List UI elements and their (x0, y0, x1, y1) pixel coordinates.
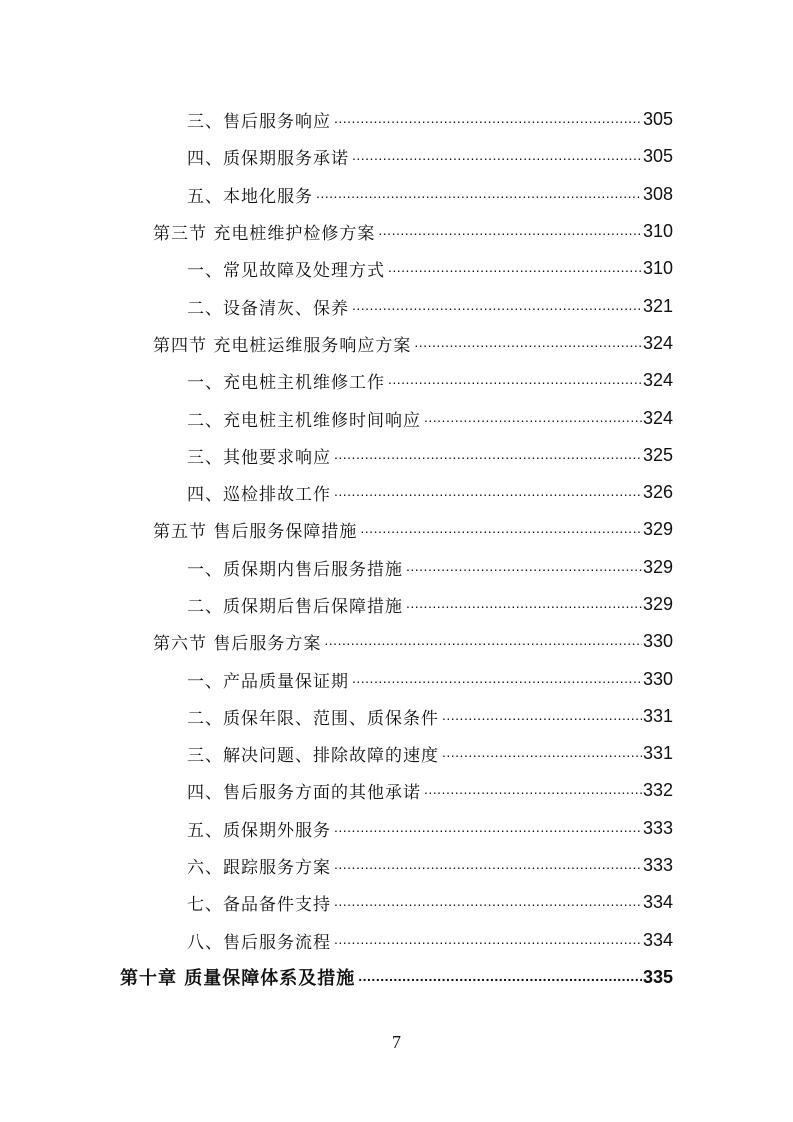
toc-entry-page: 331 (642, 705, 673, 726)
toc-subsection-entry[interactable] (0, 698, 793, 735)
page-number: 7 (392, 1032, 401, 1052)
toc-entry-page: 326 (642, 482, 673, 503)
toc-entry-page: 330 (642, 631, 673, 652)
dot-leader (324, 633, 642, 650)
toc-entry-page: 321 (642, 295, 673, 316)
toc-entry-page: 305 (642, 109, 673, 130)
dot-leader (360, 521, 642, 538)
toc-entry-title: 四、售后服务方面的其他承诺 (187, 778, 423, 803)
toc-chapter-entry[interactable] (0, 959, 793, 996)
dot-leader (388, 372, 642, 389)
toc-entry-page: 324 (642, 407, 673, 428)
dot-leader (352, 671, 642, 688)
toc-subsection-entry[interactable] (0, 884, 793, 921)
dot-leader (334, 857, 642, 874)
toc-entry-page: 331 (642, 743, 673, 764)
toc-subsection-entry[interactable] (0, 847, 793, 884)
toc-subsection-entry[interactable] (0, 101, 793, 138)
toc-entry-title: 五、质保期外服务 (187, 816, 333, 841)
toc-section-entry[interactable] (0, 511, 793, 548)
toc-subsection-entry[interactable] (0, 176, 793, 213)
dot-leader (316, 186, 642, 203)
dot-leader (334, 447, 642, 464)
toc-entry-title: 一、质保期内售后服务措施 (187, 555, 405, 580)
toc-entry-title: 三、其他要求响应 (187, 443, 333, 468)
toc-subsection-entry[interactable] (0, 362, 793, 399)
table-of-contents (0, 101, 793, 996)
toc-entry-title: 六、跟踪服务方案 (187, 853, 333, 878)
toc-section-entry[interactable] (0, 325, 793, 362)
dot-leader (442, 708, 642, 725)
dot-leader (388, 260, 642, 277)
toc-entry-page: 325 (642, 444, 673, 465)
dot-leader (352, 148, 642, 165)
toc-entry-title: 第五节 售后服务保障措施 (153, 517, 359, 542)
toc-subsection-entry[interactable] (0, 474, 793, 511)
toc-entry-page: 334 (642, 892, 673, 913)
dot-leader (424, 782, 642, 799)
toc-entry-title: 二、质保年限、范围、质保条件 (187, 704, 441, 729)
dot-leader (334, 820, 642, 837)
dot-leader (334, 932, 642, 949)
toc-entry-title: 一、常见故障及处理方式 (187, 256, 387, 281)
toc-entry-title: 四、巡检排故工作 (187, 480, 333, 505)
toc-entry-title: 一、充电桩主机维修工作 (187, 368, 387, 393)
dot-leader (352, 298, 642, 315)
toc-subsection-entry[interactable] (0, 437, 793, 474)
dot-leader (358, 968, 642, 986)
toc-subsection-entry[interactable] (0, 772, 793, 809)
dot-leader (424, 410, 642, 427)
toc-entry-page: 329 (642, 594, 673, 614)
toc-entry-title: 五、本地化服务 (187, 182, 315, 207)
toc-entry-page: 324 (642, 332, 673, 353)
toc-entry-page: 333 (642, 817, 673, 838)
dot-leader (334, 111, 642, 128)
toc-entry-page: 324 (642, 370, 673, 391)
toc-subsection-entry[interactable] (0, 660, 793, 697)
toc-subsection-entry[interactable] (0, 586, 793, 623)
toc-entry-page: 332 (642, 780, 673, 801)
toc-entry-title: 二、充电桩主机维修时间响应 (187, 406, 423, 431)
toc-entry-page: 308 (642, 183, 673, 204)
toc-entry-page: 329 (642, 519, 673, 540)
toc-entry-title: 八、售后服务流程 (187, 928, 333, 953)
toc-subsection-entry[interactable] (0, 287, 793, 324)
toc-subsection-entry[interactable] (0, 250, 793, 287)
toc-entry-page: 329 (642, 556, 673, 577)
toc-entry-title: 一、产品质量保证期 (187, 667, 351, 692)
toc-entry-title: 三、售后服务响应 (187, 107, 333, 132)
toc-entry-title: 二、设备清灰、保养 (187, 294, 351, 319)
toc-entry-title: 第四节 充电桩运维服务响应方案 (153, 331, 413, 356)
dot-leader (406, 559, 642, 576)
dot-leader (334, 894, 642, 911)
dot-leader (442, 745, 642, 762)
dot-leader (378, 223, 642, 240)
toc-entry-title: 七、备品备件支持 (187, 890, 333, 915)
toc-subsection-entry[interactable] (0, 549, 793, 586)
toc-entry-page: 330 (642, 668, 673, 689)
toc-entry-title: 四、质保期服务承诺 (187, 144, 351, 169)
toc-entry-page: 305 (642, 146, 673, 167)
dot-leader (406, 596, 642, 613)
toc-subsection-entry[interactable] (0, 810, 793, 847)
toc-entry-title: 第三节 充电桩维护检修方案 (153, 219, 377, 244)
toc-subsection-entry[interactable] (0, 399, 793, 436)
toc-entry-page: 333 (642, 855, 673, 876)
toc-entry-page: 335 (642, 966, 673, 987)
dot-leader (414, 335, 642, 352)
toc-entry-title: 第六节 售后服务方案 (153, 629, 323, 654)
toc-entry-page: 310 (642, 221, 673, 242)
toc-entry-page: 310 (642, 258, 673, 279)
toc-entry-title: 二、质保期后售后保障措施 (187, 592, 405, 617)
toc-section-entry[interactable] (0, 213, 793, 250)
toc-subsection-entry[interactable] (0, 735, 793, 772)
toc-subsection-entry[interactable] (0, 922, 793, 959)
toc-entry-title: 第十章 质量保障体系及措施 (120, 964, 357, 990)
dot-leader (334, 484, 642, 501)
toc-subsection-entry[interactable] (0, 138, 793, 175)
toc-section-entry[interactable] (0, 623, 793, 660)
toc-entry-page: 334 (642, 929, 673, 950)
toc-entry-title: 三、解决问题、排除故障的速度 (187, 741, 441, 766)
